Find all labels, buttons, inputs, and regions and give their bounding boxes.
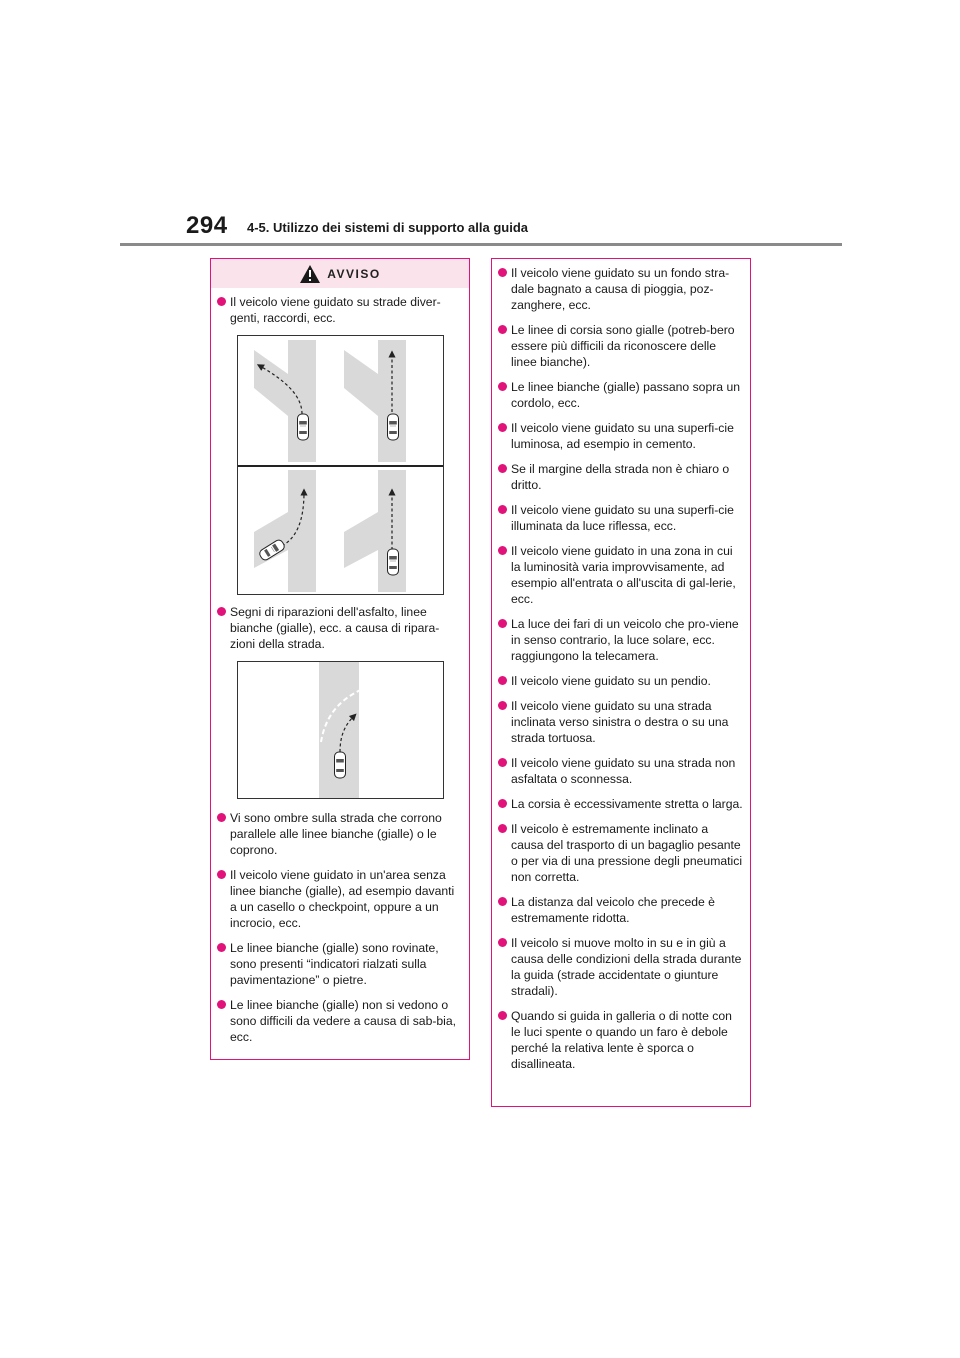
list-item xyxy=(498,265,750,313)
list-item-text: La corsia è eccessivamente stretta o larga. xyxy=(511,797,743,811)
list-item xyxy=(217,294,469,326)
list-item-text: Segni di riparazioni dell'asfalto, linee bianche (gialle), ecc. a causa di ripara-zioni della strada. xyxy=(230,605,440,651)
list-item xyxy=(498,322,750,370)
list-item xyxy=(498,698,750,746)
list-item-text: Vi sono ombre sulla strada che corrono parallele alle linee bianche (gialle) o le coprono. xyxy=(230,811,442,857)
list-item-text: Il veicolo si muove molto in su e in giù a causa delle condizioni della strada durante la guida (strade accidentate o giunture stradali). xyxy=(511,936,742,998)
warning-label: AVVISO xyxy=(327,266,381,281)
list-item xyxy=(217,867,469,931)
figure-asphalt-repair xyxy=(237,661,444,799)
bullet-icon xyxy=(498,325,507,334)
bullet-icon xyxy=(217,870,226,879)
list-item-text: Il veicolo è estremamente inclinato a causa del trasporto di un bagaglio pesante o per via di una pressione degli pneumatici non corretta. xyxy=(511,822,743,884)
list-item xyxy=(498,616,750,664)
diverging-roads-illustration xyxy=(238,336,443,594)
list-item-text: Il veicolo viene guidato su un fondo stra-dale bagnato a causa di pioggia, poz-zanghere, ecc. xyxy=(511,266,730,312)
bullet-icon xyxy=(498,423,507,432)
bullet-icon xyxy=(498,382,507,391)
left-list-c xyxy=(211,810,469,1045)
list-item xyxy=(498,420,750,452)
bullet-icon xyxy=(498,676,507,685)
warning-triangle-icon xyxy=(299,264,321,284)
list-item xyxy=(498,543,750,607)
figure-diverging-roads xyxy=(237,335,444,595)
list-item xyxy=(217,604,469,652)
bullet-icon xyxy=(498,268,507,277)
list-item-text: Le linee bianche (gialle) non si vedono o sono difficili da vedere a causa di sab-bia, ecc. xyxy=(230,998,457,1044)
bullet-icon xyxy=(498,758,507,767)
warning-box-right xyxy=(491,258,751,1107)
list-item-text: Il veicolo viene guidato su una strada non asfaltata o sconnessa. xyxy=(511,756,736,786)
bullet-icon xyxy=(217,1000,226,1009)
asphalt-repair-illustration xyxy=(238,662,443,798)
left-list-a xyxy=(211,288,469,326)
list-item xyxy=(498,379,750,411)
left-list-b xyxy=(211,604,469,652)
bullet-icon xyxy=(498,938,507,947)
list-item-text: Il veicolo viene guidato su strade diver-genti, raccordi, ecc. xyxy=(230,295,441,325)
list-item xyxy=(217,940,469,988)
list-item xyxy=(217,997,469,1045)
header-rule xyxy=(120,243,842,246)
list-item xyxy=(498,673,750,689)
list-item-text: La luce dei fari di un veicolo che pro-viene in senso contrario, la luce solare, ecc. raggiungono la telecamera. xyxy=(511,617,739,663)
list-item-text: Le linee bianche (gialle) passano sopra un cordolo, ecc. xyxy=(511,380,741,410)
warning-box-left xyxy=(210,258,470,1060)
bullet-icon xyxy=(217,607,226,616)
bullet-icon xyxy=(498,824,507,833)
bullet-icon xyxy=(498,1011,507,1020)
list-item xyxy=(498,821,750,885)
list-item-text: La distanza dal veicolo che precede è estremamente ridotta. xyxy=(511,895,715,925)
page-number: 294 xyxy=(186,212,228,239)
list-item-text: Se il margine della strada non è chiaro o dritto. xyxy=(511,462,730,492)
bullet-icon xyxy=(498,464,507,473)
list-item-text: Le linee bianche (gialle) sono rovinate, sono presenti “indicatori rialzati sulla pavimentazione” o pietre. xyxy=(230,941,439,987)
list-item-text: Il veicolo viene guidato in una zona in cui la luminosità varia improvvisamente, ad esempio all'entrata o all'uscita di gal-lerie, ecc. xyxy=(511,544,736,606)
warning-header xyxy=(211,259,469,288)
list-item xyxy=(498,502,750,534)
bullet-icon xyxy=(498,701,507,710)
list-item-text: Le linee di corsia sono gialle (potreb-bero essere più difficili da riconoscere delle linee bianche). xyxy=(511,323,735,369)
list-item-text: Il veicolo viene guidato su una superfi-cie luminosa, ad esempio in cemento. xyxy=(511,421,734,451)
list-item-text: Il veicolo viene guidato su un pendio. xyxy=(511,674,711,688)
list-item xyxy=(498,894,750,926)
list-item xyxy=(498,796,750,812)
bullet-icon xyxy=(217,297,226,306)
list-item xyxy=(498,1008,750,1072)
right-list xyxy=(492,265,750,1072)
list-item-text: Il veicolo viene guidato su una strada inclinata verso sinistra o destra o su una strada tortuosa. xyxy=(511,699,729,745)
list-item xyxy=(498,935,750,999)
list-item-text: Il veicolo viene guidato in un'area senza linee bianche (gialle), ad esempio davanti a un casello o checkpoint, oppure a un incrocio, ecc. xyxy=(230,868,455,930)
list-item-text: Il veicolo viene guidato su una superfi-cie illuminata da luce riflessa, ecc. xyxy=(511,503,734,533)
list-item xyxy=(498,461,750,493)
list-item-text: Quando si guida in galleria o di notte con le luci spente o quando un faro è debole perché la relativa lente è sporca o disallineata. xyxy=(511,1009,732,1071)
bullet-icon xyxy=(498,799,507,808)
bullet-icon xyxy=(217,813,226,822)
section-title: 4-5. Utilizzo dei sistemi di supporto alla guida xyxy=(247,220,528,235)
bullet-icon xyxy=(498,546,507,555)
bullet-icon xyxy=(498,897,507,906)
bullet-icon xyxy=(498,505,507,514)
list-item xyxy=(498,755,750,787)
bullet-icon xyxy=(217,943,226,952)
bullet-icon xyxy=(498,619,507,628)
list-item xyxy=(217,810,469,858)
